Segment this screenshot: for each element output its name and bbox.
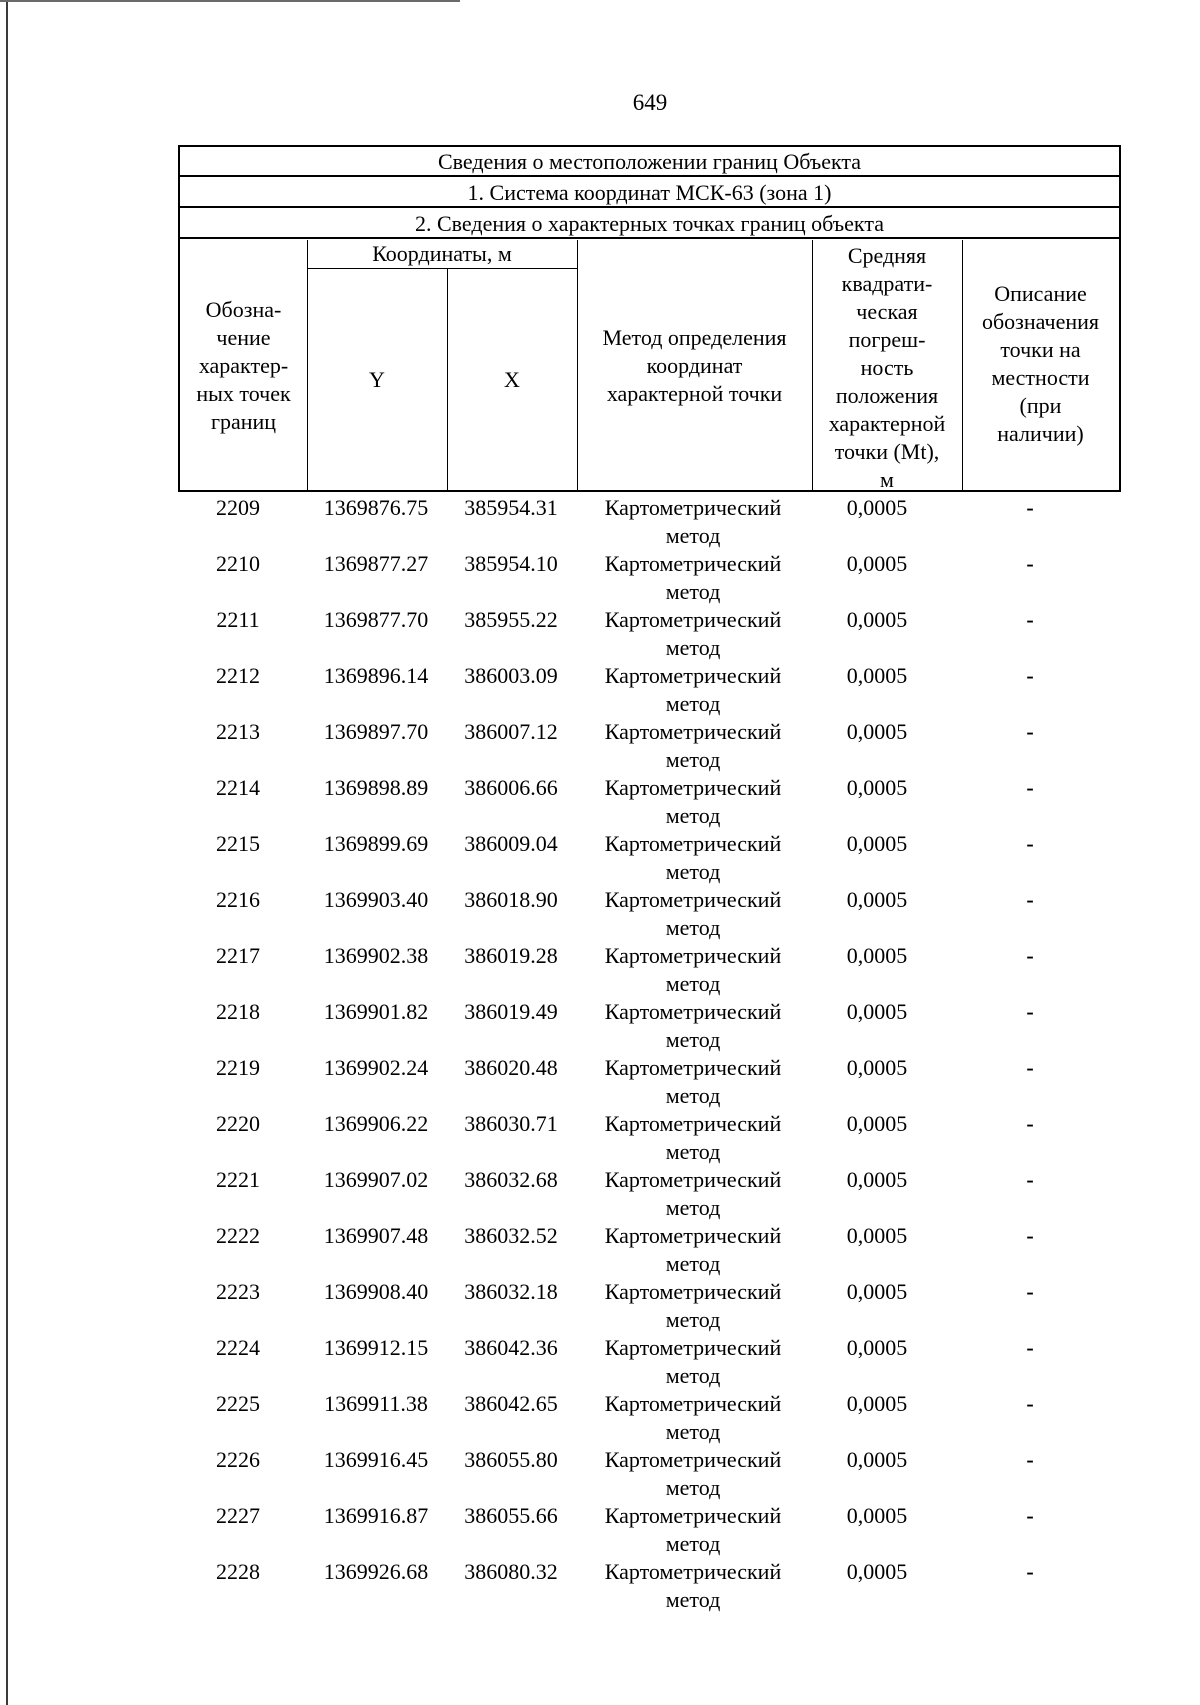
method-cell: [578, 1390, 808, 1446]
description-value: -: [1026, 943, 1034, 968]
header-col-method-text: Метод определения координат характерной точки: [602, 324, 787, 406]
method-line2: метод: [665, 859, 721, 884]
coordinate-y: 1369907.02: [323, 1167, 429, 1192]
table-row: [178, 998, 1121, 1054]
method-line2: метод: [665, 1419, 721, 1444]
table-row: [178, 550, 1121, 606]
coordinate-x: 385955.22: [464, 607, 558, 632]
table-row: [178, 1110, 1121, 1166]
coordinate-y: 1369877.70: [323, 607, 429, 632]
coordinate-x: 386042.65: [464, 1391, 558, 1416]
header-col-coordinates-text: Координаты, м: [372, 241, 512, 266]
method-line1: Картометрический: [604, 831, 782, 856]
table-row: [178, 1558, 1121, 1614]
method-line1: Картометрический: [604, 775, 782, 800]
header-col-method: [577, 240, 812, 491]
page-number: 649: [632, 90, 668, 115]
point-number: 2217: [216, 943, 260, 968]
table-row: [178, 1334, 1121, 1390]
description-value: -: [1026, 831, 1034, 856]
coordinate-y: 1369902.38: [323, 943, 429, 968]
coordinate-x: 385954.31: [464, 495, 558, 520]
error-value: 0,0005: [846, 1223, 908, 1248]
method-line2: метод: [665, 1251, 721, 1276]
coordinate-y: 1369912.15: [323, 1335, 429, 1360]
header-col-x: [447, 269, 577, 491]
point-number: 2211: [216, 607, 260, 632]
point-number: 2228: [216, 1559, 260, 1584]
description-value: -: [1026, 607, 1034, 632]
coordinate-y: 1369877.27: [323, 551, 429, 576]
table-row: [178, 942, 1121, 998]
page-number-container: [0, 90, 1200, 116]
header-col-y-text: Y: [369, 367, 385, 392]
method-line2: метод: [665, 747, 721, 772]
method-line2: метод: [665, 1027, 721, 1052]
method-cell: [578, 718, 808, 774]
method-line1: Картометрический: [604, 1559, 782, 1584]
coordinate-y: 1369911.38: [324, 1391, 428, 1416]
description-value: -: [1026, 1503, 1034, 1528]
error-value: 0,0005: [846, 1167, 908, 1192]
description-value: -: [1026, 1447, 1034, 1472]
method-line2: метод: [665, 579, 721, 604]
coordinate-x: 386055.66: [464, 1503, 558, 1528]
table-row: [178, 1054, 1121, 1110]
error-value: 0,0005: [846, 719, 908, 744]
method-cell: [578, 1222, 808, 1278]
table-row: [178, 662, 1121, 718]
error-value: 0,0005: [846, 495, 908, 520]
method-line1: Картометрический: [604, 607, 782, 632]
header-col-y: [307, 269, 447, 491]
table-row: [178, 718, 1121, 774]
header-col-designation-text: Обозна- чение характер- ных точек границ: [196, 296, 291, 434]
table-row: [178, 886, 1121, 942]
error-value: 0,0005: [846, 551, 908, 576]
method-cell: [578, 886, 808, 942]
method-cell: [578, 1110, 808, 1166]
coordinate-x: 386042.36: [464, 1335, 558, 1360]
coordinate-y: 1369902.24: [323, 1055, 429, 1080]
error-value: 0,0005: [846, 1335, 908, 1360]
method-line2: метод: [665, 971, 721, 996]
coordinate-x: 386019.49: [464, 999, 558, 1024]
coordinate-x: 386032.18: [464, 1279, 558, 1304]
point-number: 2225: [216, 1391, 260, 1416]
coordinate-x: 386019.28: [464, 943, 558, 968]
coordinate-y: 1369907.48: [323, 1223, 429, 1248]
method-line1: Картометрический: [604, 1111, 782, 1136]
method-line2: метод: [665, 1531, 721, 1556]
method-line1: Картометрический: [604, 719, 782, 744]
coordinate-x: 386006.66: [464, 775, 558, 800]
table-row: [178, 494, 1121, 550]
header-col-error-text: Средняя квадрати- ческая погреш- ность положения характерной точки (Mt), м: [828, 243, 946, 492]
description-value: -: [1026, 1335, 1034, 1360]
method-cell: [578, 1334, 808, 1390]
description-value: -: [1026, 1223, 1034, 1248]
description-value: -: [1026, 775, 1034, 800]
method-line2: метод: [665, 1195, 721, 1220]
description-value: -: [1026, 663, 1034, 688]
description-value: -: [1026, 1559, 1034, 1584]
header-col-description-text: Описание обозначения точки на местности (при наличии): [981, 281, 1100, 446]
point-number: 2216: [216, 887, 260, 912]
coordinate-x: 386018.90: [464, 887, 558, 912]
table-row: [178, 1390, 1121, 1446]
description-value: -: [1026, 719, 1034, 744]
description-value: -: [1026, 551, 1034, 576]
method-line1: Картометрический: [604, 1391, 782, 1416]
error-value: 0,0005: [846, 1055, 908, 1080]
method-line1: Картометрический: [604, 943, 782, 968]
coordinate-y: 1369903.40: [323, 887, 429, 912]
method-line1: Картометрический: [604, 1335, 782, 1360]
error-value: 0,0005: [846, 1559, 908, 1584]
scan-edge-left: [6, 0, 8, 1705]
error-value: 0,0005: [846, 943, 908, 968]
point-number: 2227: [216, 1503, 260, 1528]
method-cell: [578, 550, 808, 606]
point-number: 2226: [216, 1447, 260, 1472]
method-line2: метод: [665, 915, 721, 940]
method-line1: Картометрический: [604, 1447, 782, 1472]
point-number: 2213: [216, 719, 260, 744]
method-line1: Картометрический: [604, 1055, 782, 1080]
point-number: 2220: [216, 1111, 260, 1136]
coordinate-x: 386003.09: [464, 663, 558, 688]
header-col-x-text: X: [504, 367, 520, 392]
data-rows: [178, 494, 1121, 1614]
method-line1: Картометрический: [604, 1503, 782, 1528]
error-value: 0,0005: [846, 1111, 908, 1136]
method-line1: Картометрический: [604, 1223, 782, 1248]
method-cell: [578, 1166, 808, 1222]
coordinate-x: 386020.48: [464, 1055, 558, 1080]
coordinate-y: 1369926.68: [323, 1559, 429, 1584]
header-col-description: [962, 240, 1119, 491]
coordinate-x: 386007.12: [464, 719, 558, 744]
point-number: 2215: [216, 831, 260, 856]
error-value: 0,0005: [846, 663, 908, 688]
method-line2: метод: [665, 523, 721, 548]
method-cell: [578, 1054, 808, 1110]
method-line2: метод: [665, 635, 721, 660]
table-row: [178, 1502, 1121, 1558]
method-line2: метод: [665, 1363, 721, 1388]
point-number: 2218: [216, 999, 260, 1024]
method-line2: метод: [665, 1139, 721, 1164]
table-row: [178, 1222, 1121, 1278]
method-cell: [578, 998, 808, 1054]
coordinate-x: 386009.04: [464, 831, 558, 856]
coordinate-y: 1369901.82: [323, 999, 429, 1024]
description-value: -: [1026, 1391, 1034, 1416]
point-number: 2221: [216, 1167, 260, 1192]
method-cell: [578, 1278, 808, 1334]
method-line2: метод: [665, 1083, 721, 1108]
coordinate-x: 386032.52: [464, 1223, 558, 1248]
method-cell: [578, 606, 808, 662]
method-line2: метод: [665, 1587, 721, 1612]
coordinate-y: 1369906.22: [323, 1111, 429, 1136]
table-row: [178, 1278, 1121, 1334]
description-value: -: [1026, 1055, 1034, 1080]
header-section-title: 2. Сведения о характерных точках границ объекта: [180, 209, 1119, 239]
error-value: 0,0005: [846, 1447, 908, 1472]
table-row: [178, 830, 1121, 886]
description-value: -: [1026, 999, 1034, 1024]
header-coordinate-system: 1. Система координат МСК-63 (зона 1): [180, 178, 1119, 208]
coordinate-y: 1369916.45: [323, 1447, 429, 1472]
method-line1: Картометрический: [604, 663, 782, 688]
method-line2: метод: [665, 803, 721, 828]
coordinate-y: 1369908.40: [323, 1279, 429, 1304]
point-number: 2209: [216, 495, 260, 520]
error-value: 0,0005: [846, 1503, 908, 1528]
header-col-coordinates: [307, 240, 577, 268]
method-line2: метод: [665, 1307, 721, 1332]
error-value: 0,0005: [846, 607, 908, 632]
error-value: 0,0005: [846, 887, 908, 912]
table-row: [178, 606, 1121, 662]
description-value: -: [1026, 1279, 1034, 1304]
header-col-designation: [180, 240, 307, 491]
method-line1: Картометрический: [604, 1279, 782, 1304]
coordinate-y: 1369916.87: [323, 1503, 429, 1528]
point-number: 2223: [216, 1279, 260, 1304]
table-row: [178, 774, 1121, 830]
method-cell: [578, 1502, 808, 1558]
description-value: -: [1026, 1111, 1034, 1136]
error-value: 0,0005: [846, 1391, 908, 1416]
method-cell: [578, 830, 808, 886]
method-line1: Картометрический: [604, 495, 782, 520]
method-cell: [578, 1558, 808, 1614]
method-cell: [578, 1446, 808, 1502]
method-cell: [578, 774, 808, 830]
error-value: 0,0005: [846, 831, 908, 856]
method-cell: [578, 494, 808, 550]
method-line2: метод: [665, 1475, 721, 1500]
table-row: [178, 1166, 1121, 1222]
method-cell: [578, 942, 808, 998]
coordinate-y: 1369899.69: [323, 831, 429, 856]
method-line1: Картометрический: [604, 887, 782, 912]
header-col-error: [812, 240, 962, 491]
method-cell: [578, 662, 808, 718]
description-value: -: [1026, 495, 1034, 520]
point-number: 2224: [216, 1335, 260, 1360]
error-value: 0,0005: [846, 999, 908, 1024]
coordinate-x: 386055.80: [464, 1447, 558, 1472]
coordinate-x: 385954.10: [464, 551, 558, 576]
error-value: 0,0005: [846, 775, 908, 800]
coordinate-x: 386032.68: [464, 1167, 558, 1192]
coordinate-y: 1369897.70: [323, 719, 429, 744]
coordinate-y: 1369896.14: [323, 663, 429, 688]
point-number: 2212: [216, 663, 260, 688]
header-title: Сведения о местоположении границ Объекта: [180, 147, 1119, 177]
point-number: 2222: [216, 1223, 260, 1248]
method-line1: Картометрический: [604, 999, 782, 1024]
method-line1: Картометрический: [604, 1167, 782, 1192]
method-line2: метод: [665, 691, 721, 716]
header-table: [178, 145, 1121, 492]
description-value: -: [1026, 1167, 1034, 1192]
point-number: 2214: [216, 775, 260, 800]
coordinate-y: 1369876.75: [323, 495, 429, 520]
coordinate-x: 386030.71: [464, 1111, 558, 1136]
method-line1: Картометрический: [604, 551, 782, 576]
point-number: 2210: [216, 551, 260, 576]
table-row: [178, 1446, 1121, 1502]
coordinate-x: 386080.32: [464, 1559, 558, 1584]
point-number: 2219: [216, 1055, 260, 1080]
description-value: -: [1026, 887, 1034, 912]
coordinate-y: 1369898.89: [323, 775, 429, 800]
error-value: 0,0005: [846, 1279, 908, 1304]
scan-edge-top: [0, 0, 460, 2]
